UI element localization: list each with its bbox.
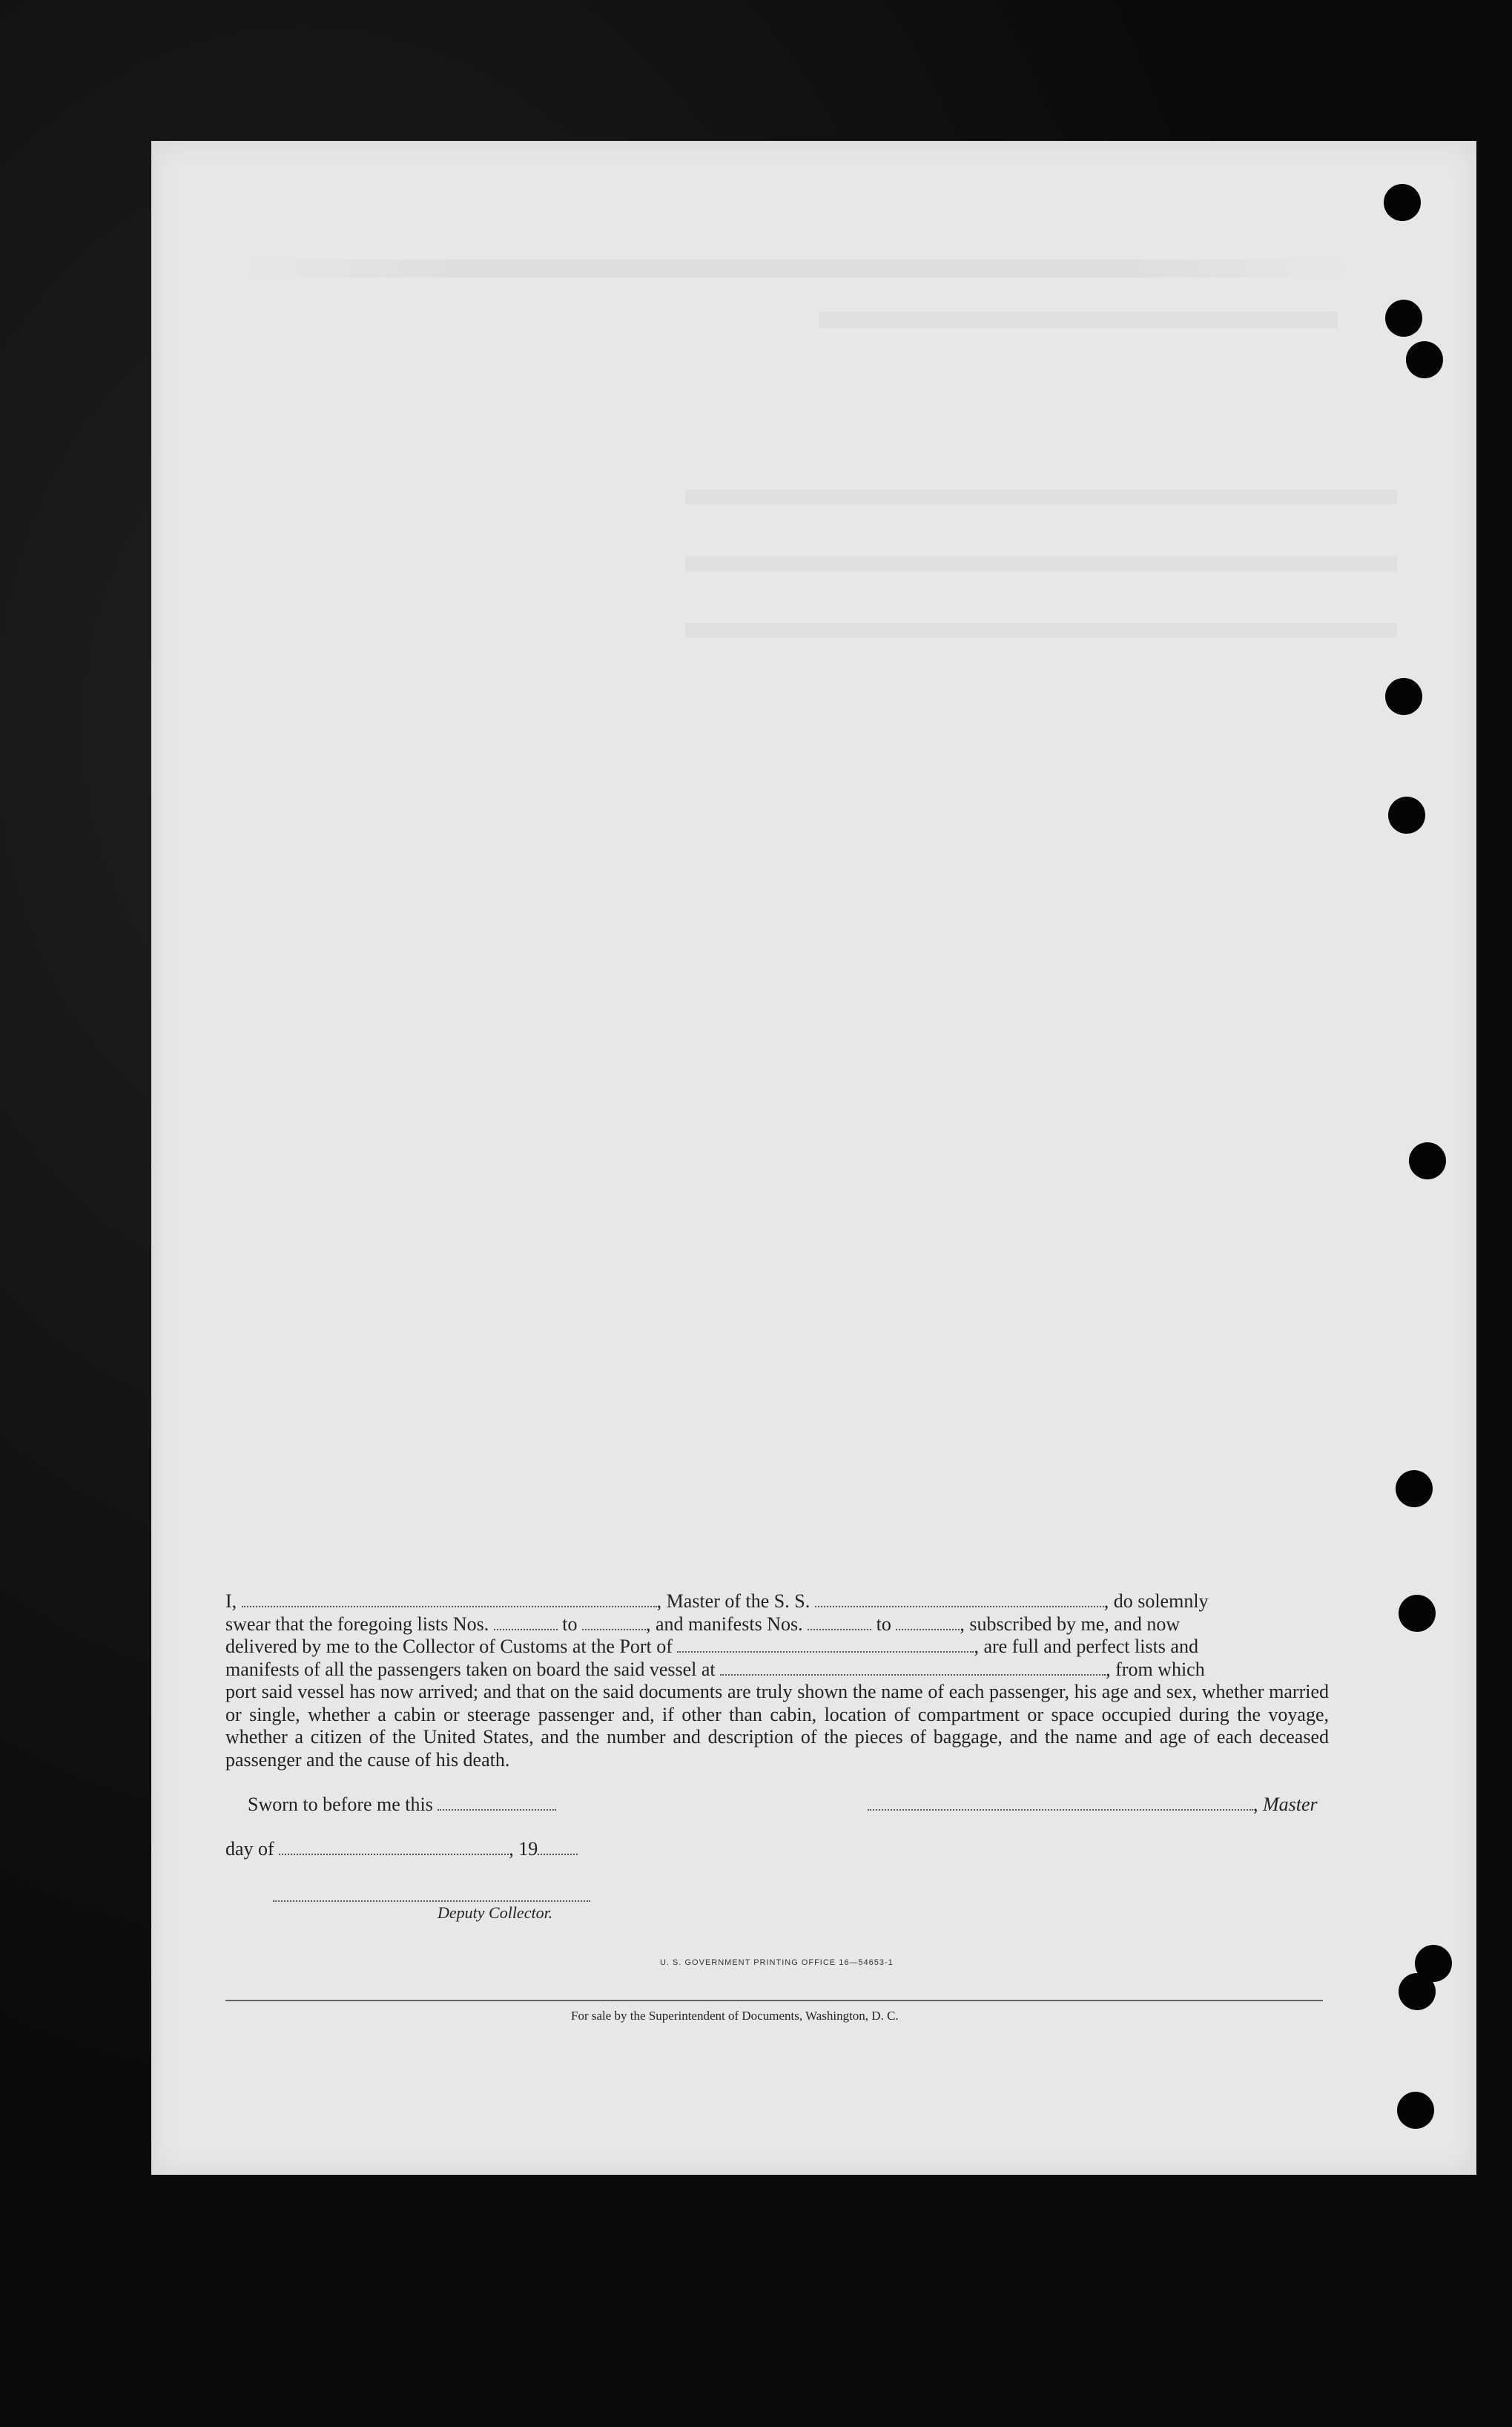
oath-text: swear that the foregoing lists Nos.	[225, 1613, 489, 1635]
oath-text: , are full and perfect lists and	[974, 1636, 1198, 1657]
bleed-through-mark	[685, 556, 1397, 571]
list-from-blank	[494, 1614, 558, 1630]
punch-hole	[1409, 1142, 1446, 1179]
master-signature-blank	[868, 1794, 1253, 1811]
punch-hole	[1399, 1595, 1436, 1632]
sworn-text: Sworn to before me this	[248, 1794, 433, 1815]
list-to-blank	[582, 1614, 646, 1630]
vessel-name-blank	[815, 1591, 1104, 1607]
departure-port-blank	[720, 1659, 1106, 1676]
oath-line-2	[225, 1613, 1329, 1636]
day-of-line	[225, 1838, 578, 1860]
oath-line-3	[225, 1636, 1329, 1659]
deputy-collector-label	[438, 1903, 552, 1923]
oath-text: to	[876, 1613, 891, 1635]
sale-notice: For sale by the Superintendent of Documents, Washington, D. C.	[571, 2009, 899, 2023]
bleed-through-mark	[685, 623, 1397, 638]
bleed-through-mark	[819, 312, 1338, 328]
master-signature-line: , Master	[868, 1794, 1318, 1816]
oath-text: , do solemnly	[1103, 1590, 1209, 1612]
bleed-through-mark	[240, 260, 1353, 277]
printing-office-imprint: U. S. GOVERNMENT PRINTING OFFICE 16—54653-1	[660, 1958, 894, 1967]
manifest-to-blank	[896, 1614, 960, 1630]
bleed-through-mark	[685, 490, 1397, 504]
deputy-signature-rule	[273, 1900, 590, 1902]
punch-hole	[1385, 678, 1422, 715]
month-blank	[279, 1839, 509, 1855]
oath-text: manifests of all the passengers taken on board the said vessel at	[225, 1658, 716, 1680]
oath-body: port said vessel has now arrived; and that on the said documents are truly shown the name of each passenger, his age and sex, whether married or single, whether a cabin or steerage passenger and, if other than cabin, location of compartment or space occupied during the voyage, whether a citizen of the United States, and the number and description of the pieces of baggage, and the name and age of each deceased passenger and the cause of his death.	[225, 1681, 1329, 1771]
punch-hole	[1406, 341, 1443, 378]
punch-hole	[1388, 797, 1425, 834]
sworn-line	[248, 1794, 556, 1816]
punch-hole	[1399, 1973, 1436, 2010]
day-of-text: day of	[225, 1838, 274, 1860]
oath-block	[225, 1590, 1329, 1771]
oath-text: , subscribed by me, and now	[960, 1613, 1181, 1635]
sworn-date-blank	[438, 1794, 556, 1811]
footer-rule	[225, 2000, 1323, 2001]
punch-hole	[1396, 1470, 1433, 1507]
master-name-blank	[242, 1591, 657, 1607]
punch-hole	[1385, 300, 1422, 337]
deputy-text: Deputy Collector.	[438, 1903, 553, 1922]
oath-text: I,	[225, 1590, 237, 1612]
punch-hole	[1397, 2092, 1434, 2129]
oath-line-1	[225, 1590, 1329, 1613]
oath-text: , and manifests Nos.	[646, 1613, 803, 1635]
punch-hole	[1384, 184, 1421, 221]
document-page	[151, 141, 1476, 2175]
oath-text: to	[562, 1613, 578, 1635]
oath-text: , Master of the S. S.	[656, 1590, 811, 1612]
port-blank	[677, 1636, 974, 1653]
oath-line-4	[225, 1659, 1329, 1682]
oath-text: delivered by me to the Collector of Customs at the Port of	[225, 1636, 673, 1657]
year-blank	[538, 1839, 578, 1855]
oath-text: , from which	[1106, 1658, 1205, 1680]
manifest-from-blank	[808, 1614, 871, 1630]
master-label: Master	[1263, 1794, 1318, 1815]
year-prefix: , 19	[509, 1838, 538, 1860]
